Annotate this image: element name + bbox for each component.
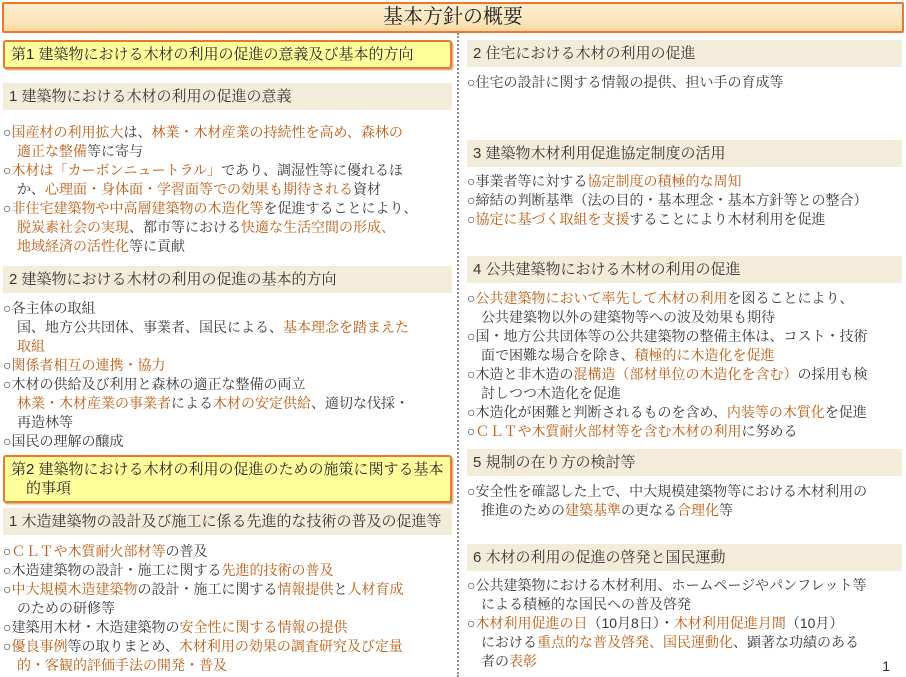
body-text: 推進のための <box>481 502 565 518</box>
body-text: を図ることにより、 <box>727 290 854 306</box>
bullet-line <box>3 561 452 580</box>
bullet-line <box>3 142 452 161</box>
emphasis-text: 安全性に関する情報の提供 <box>179 619 348 635</box>
body-text: を促進 <box>824 404 867 420</box>
bullet-group <box>467 289 902 441</box>
body-text: （10月8日）・ <box>587 615 674 631</box>
left-column <box>0 33 457 677</box>
body-text: 資材 <box>353 181 381 197</box>
key-item-box-line: 第2 建築物における木材の利用の促進のための施策に関する基本 <box>11 461 444 478</box>
body-text: ○ <box>467 290 476 306</box>
two-column-layout <box>0 33 906 677</box>
emphasis-text: 木材利用促進月間 <box>673 615 786 631</box>
emphasis-text: 取組 <box>17 338 45 354</box>
emphasis-text: 重点的な普及啓発、国民運動化 <box>537 634 733 650</box>
bullet-group <box>467 482 902 520</box>
body-text: の採用も検 <box>797 366 868 382</box>
emphasis-text: 心理面・身体面・学習面等での効果も期待される <box>45 181 353 197</box>
body-text: ○ <box>467 615 476 631</box>
emphasis-text: 非住宅建築物や中高層建築物の木造化等 <box>11 200 264 216</box>
emphasis-text: 快適な生活空間の形成、 <box>241 219 395 235</box>
body-text: の更なる <box>621 502 677 518</box>
body-text: することにより木材利用を促進 <box>629 211 826 227</box>
section-header: 3 建築物木材利用促進協定制度の活用 <box>467 140 902 167</box>
bullet-line <box>467 327 902 346</box>
slide-page <box>0 2 906 677</box>
body-text: 討しつつ木造化を促進 <box>481 385 621 401</box>
bullet-line <box>3 161 452 180</box>
emphasis-text: 脱炭素社会の実現 <box>17 219 129 235</box>
body-text: 等に寄与 <box>87 143 143 159</box>
emphasis-text: 関係者相互の連携・協力 <box>11 357 166 373</box>
bullet-group <box>467 172 902 229</box>
body-text: ○国民の理解の醸成 <box>3 433 124 449</box>
body-text: 公共建築物以外の建築物等への波及効果も期待 <box>481 309 775 325</box>
body-text: に努める <box>741 423 798 439</box>
title-banner <box>2 2 904 33</box>
emphasis-text: 木材利用促進の日 <box>475 615 588 631</box>
emphasis-text: 合理化 <box>677 502 719 518</box>
key-item-box <box>3 455 452 503</box>
body-text: ○ <box>467 423 476 439</box>
bullet-line <box>3 656 452 675</box>
body-text: ○ <box>467 211 476 227</box>
bullet-line <box>467 576 902 595</box>
bullet-line <box>3 299 452 318</box>
right-column <box>457 33 906 677</box>
bullet-line <box>467 210 902 229</box>
emphasis-text: 木材は「カーボンニュートラル」 <box>11 162 222 178</box>
body-text: 者の <box>481 653 509 669</box>
bullet-line <box>467 191 902 210</box>
body-text: による積極的な国民への普及啓発 <box>481 596 691 612</box>
body-text: （10月） <box>785 615 844 631</box>
body-text: ○木材の供給及び利用と森林の適正な整備の両立 <box>3 376 306 392</box>
bullet-line <box>3 637 452 656</box>
emphasis-text: 国産材の利用拡大 <box>11 124 124 140</box>
body-text: ○ <box>3 357 12 373</box>
body-text: による <box>171 395 213 411</box>
emphasis-text: 公共建築物において率先して木材の利用 <box>475 290 728 306</box>
emphasis-text: ＣＬＴや木質耐火部材等 <box>11 543 166 559</box>
bullet-line <box>3 123 452 142</box>
body-text: ○ <box>3 200 12 216</box>
body-text: ○締結の判断基準（法の目的・基本理念・基本方針等との整合） <box>467 192 868 208</box>
emphasis-text: 積極的に木造化を促進 <box>634 347 775 363</box>
bullet-line <box>467 501 902 520</box>
bullet-line <box>3 375 452 394</box>
emphasis-text: 木材の安定供給 <box>213 395 311 411</box>
page-title: 基本方針の概要 <box>383 6 523 28</box>
body-text: か、 <box>17 181 45 197</box>
body-text: 国、地方公共団体、事業者、国民による、 <box>17 319 283 335</box>
body-text: 等に貢献 <box>129 238 185 254</box>
body-text: ○事業者等に対する <box>467 173 588 189</box>
body-text: 再造林等 <box>17 414 73 430</box>
emphasis-text: 表彰 <box>509 653 537 669</box>
emphasis-text: 木材利用の効果の調査研究及び定量 <box>178 638 403 654</box>
body-text: 等の取りまとめ、 <box>67 638 179 654</box>
bullet-group <box>3 123 452 256</box>
body-text: であり、調湿性等に優れるほ <box>221 162 404 178</box>
body-text: のための研修等 <box>17 600 115 616</box>
bullet-line <box>467 595 902 614</box>
bullet-line <box>3 618 452 637</box>
body-text: ○住宅の設計に関する情報の提供、担い手の育成等 <box>467 74 784 90</box>
emphasis-text: 林業・木材産業の持続性を高め、森林の <box>151 124 403 140</box>
bullet-line <box>3 599 452 618</box>
bullet-line <box>3 180 452 199</box>
bullet-line <box>467 346 902 365</box>
section-header: 5 規制の在り方の検討等 <box>467 449 902 476</box>
body-text: 、都市等における <box>129 219 241 235</box>
body-text: ○公共建築物における木材利用、ホームページやパンフレット等 <box>467 577 867 593</box>
body-text: を促進することにより、 <box>263 200 418 216</box>
bullet-line <box>3 237 452 256</box>
body-text: は、 <box>123 124 152 140</box>
section-header: 2 住宅における木材の利用の促進 <box>467 40 902 67</box>
body-text: ○ <box>3 162 12 178</box>
body-text: 、適切な伐採・ <box>311 395 409 411</box>
body-text: 面で困難な場合を除き、 <box>481 347 635 363</box>
bullet-line <box>3 413 452 432</box>
bullet-line <box>3 199 452 218</box>
body-text: ○国・地方公共団体等の公共建築物の整備主体は、コスト・技術 <box>467 328 868 344</box>
bullet-line <box>3 356 452 375</box>
key-item-box-line: 第1 建築物における木材の利用の促進の意義及び基本的方向 <box>11 46 414 63</box>
section-header: 1 建築物における木材の利用の促進の意義 <box>3 83 452 110</box>
bullet-line <box>3 432 452 451</box>
bullet-group <box>467 73 902 92</box>
bullet-group <box>467 576 902 671</box>
bullet-line <box>467 308 902 327</box>
body-text: の設計・施工に関する <box>137 581 278 597</box>
emphasis-text: 情報提供 <box>277 581 334 597</box>
page-number: 1 <box>882 658 890 674</box>
body-text: の普及 <box>165 543 208 559</box>
bullet-line <box>467 652 902 671</box>
bullet-group <box>3 299 452 451</box>
body-text: 、顕著な功績のある <box>733 634 859 650</box>
body-text: ○木造化が困難と判断されるものを含め、 <box>467 404 727 420</box>
emphasis-text: ＣＬＴや木質耐火部材等を含む木材の利用 <box>475 423 742 439</box>
bullet-group <box>3 542 452 675</box>
bullet-line <box>467 422 902 441</box>
bullet-line <box>467 365 902 384</box>
body-text: ○ <box>3 581 12 597</box>
bullet-line <box>3 394 452 413</box>
body-text: ○各主体の取組 <box>3 300 96 316</box>
emphasis-text: 優良事例 <box>11 638 68 654</box>
bullet-line <box>467 289 902 308</box>
body-text: ○木造と非木造の <box>467 366 574 382</box>
emphasis-text: 混構造（部材単位の木造化を含む） <box>573 366 798 382</box>
bullet-line <box>467 384 902 403</box>
emphasis-text: 基本理念を踏まえた <box>283 319 409 335</box>
bullet-line <box>467 614 902 633</box>
bullet-line <box>3 580 452 599</box>
emphasis-text: 地域経済の活性化 <box>17 238 129 254</box>
bullet-line <box>3 318 452 337</box>
body-text: ○建築用木材・木造建築物の <box>3 619 180 635</box>
body-text: ○ <box>3 638 12 654</box>
body-text: ○安全性を確認した上で、中大規模建築物等における木材利用の <box>467 483 868 499</box>
section-header: 4 公共建築物における木材の利用の促進 <box>467 256 902 283</box>
emphasis-text: 内装等の木質化 <box>726 404 825 420</box>
bullet-line <box>467 482 902 501</box>
emphasis-text: 適正な整備 <box>17 143 87 159</box>
body-text: における <box>481 634 537 650</box>
section-header: 6 木材の利用の促進の啓発と国民運動 <box>467 544 902 571</box>
body-text: ○木造建築物の設計・施工に関する <box>3 562 222 578</box>
bullet-line <box>467 403 902 422</box>
body-text: ○ <box>3 543 12 559</box>
emphasis-text: 先進的技術の普及 <box>221 562 334 578</box>
emphasis-text: 協定制度の積極的な周知 <box>587 173 742 189</box>
section-header: 1 木造建築物の設計及び施工に係る先進的な技術の普及の促進等 <box>3 508 452 535</box>
bullet-line <box>467 633 902 652</box>
bullet-line <box>3 218 452 237</box>
emphasis-text: 林業・木材産業の事業者 <box>17 395 171 411</box>
emphasis-text: 協定に基づく取組を支援 <box>475 211 630 227</box>
emphasis-text: 中大規模木造建築物 <box>11 581 138 597</box>
emphasis-text: 建築基準 <box>565 502 621 518</box>
bullet-line <box>3 542 452 561</box>
key-item-box-line: 的事項 <box>26 480 72 497</box>
key-item-box <box>3 40 452 69</box>
bullet-line <box>467 73 902 92</box>
body-text: と <box>333 581 348 597</box>
emphasis-text: 的・客観的評価手法の開発・普及 <box>17 657 227 673</box>
body-text: ○ <box>3 124 12 140</box>
emphasis-text: 人材育成 <box>347 581 404 597</box>
body-text: 等 <box>719 502 733 518</box>
bullet-line <box>467 172 902 191</box>
section-header: 2 建築物における木材の利用の促進の基本的方向 <box>3 266 452 293</box>
bullet-line <box>3 337 452 356</box>
